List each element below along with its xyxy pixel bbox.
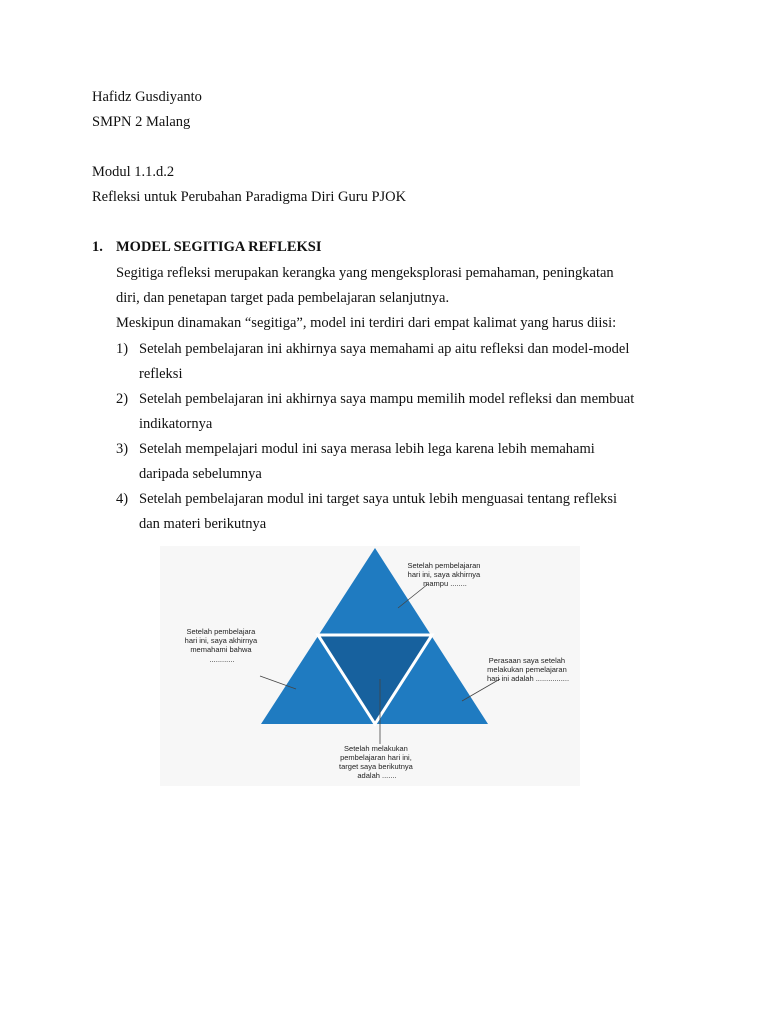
list-item-number: 2) — [116, 391, 129, 407]
list-item-text-cont: dan materi berikutnya — [139, 516, 267, 532]
module-code: Modul 1.1.d.2 — [92, 164, 175, 180]
label-top: Setelah pembelajaran hari ini, saya akhirnya mampu ........ — [407, 561, 481, 588]
section-number: 1. — [92, 239, 103, 255]
label-right: Perasaan saya setelah melakukan pemelajaran hari ini adalah ................ — [486, 656, 570, 683]
paragraph-1-line-1: Segitiga refleksi merupakan kerangka yang mengeksplorasi pemahaman, peningkatan — [116, 265, 614, 281]
list-item-number: 4) — [116, 491, 129, 507]
list-item-text: Setelah pembelajaran ini akhirnya saya mampu memilih model refleksi dan membuat — [139, 391, 635, 407]
document-subtitle: Refleksi untuk Perubahan Paradigma Diri Guru PJOK — [92, 189, 407, 205]
school-name: SMPN 2 Malang — [92, 114, 191, 130]
list-item-number: 1) — [116, 341, 129, 357]
paragraph-2: Meskipun dinamakan “segitiga”, model ini terdiri dari empat kalimat yang harus diisi: — [116, 315, 617, 331]
list-item-text-cont: refleksi — [139, 366, 183, 382]
list-item-text: Setelah pembelajaran modul ini target saya untuk lebih menguasai tentang refleksi — [139, 491, 618, 507]
list-item-text-cont: indikatornya — [139, 416, 213, 432]
author-name: Hafidz Gusdiyanto — [92, 89, 202, 105]
list-item-text-cont: daripada sebelumnya — [139, 466, 262, 482]
list-item-text: Setelah mempelajari modul ini saya merasa lebih lega karena lebih memahami — [139, 441, 595, 457]
label-bottom: Setelah melakukan pembelajaran hari ini, target saya berikutnya adalah ....... — [339, 744, 413, 780]
paragraph-1-line-2: diri, dan penetapan target pada pembelajaran selanjutnya. — [116, 290, 450, 306]
label-left: Setelah pembelajara hari ini, saya akhirnya memahami bahwa ............ — [184, 627, 258, 664]
list-item-number: 3) — [116, 441, 129, 457]
reflection-triangle-diagram — [160, 546, 580, 786]
section-title: MODEL SEGITIGA REFLEKSI — [116, 239, 322, 255]
list-item-text: Setelah pembelajaran ini akhirnya saya memahami ap aitu refleksi dan model-model — [139, 341, 630, 357]
